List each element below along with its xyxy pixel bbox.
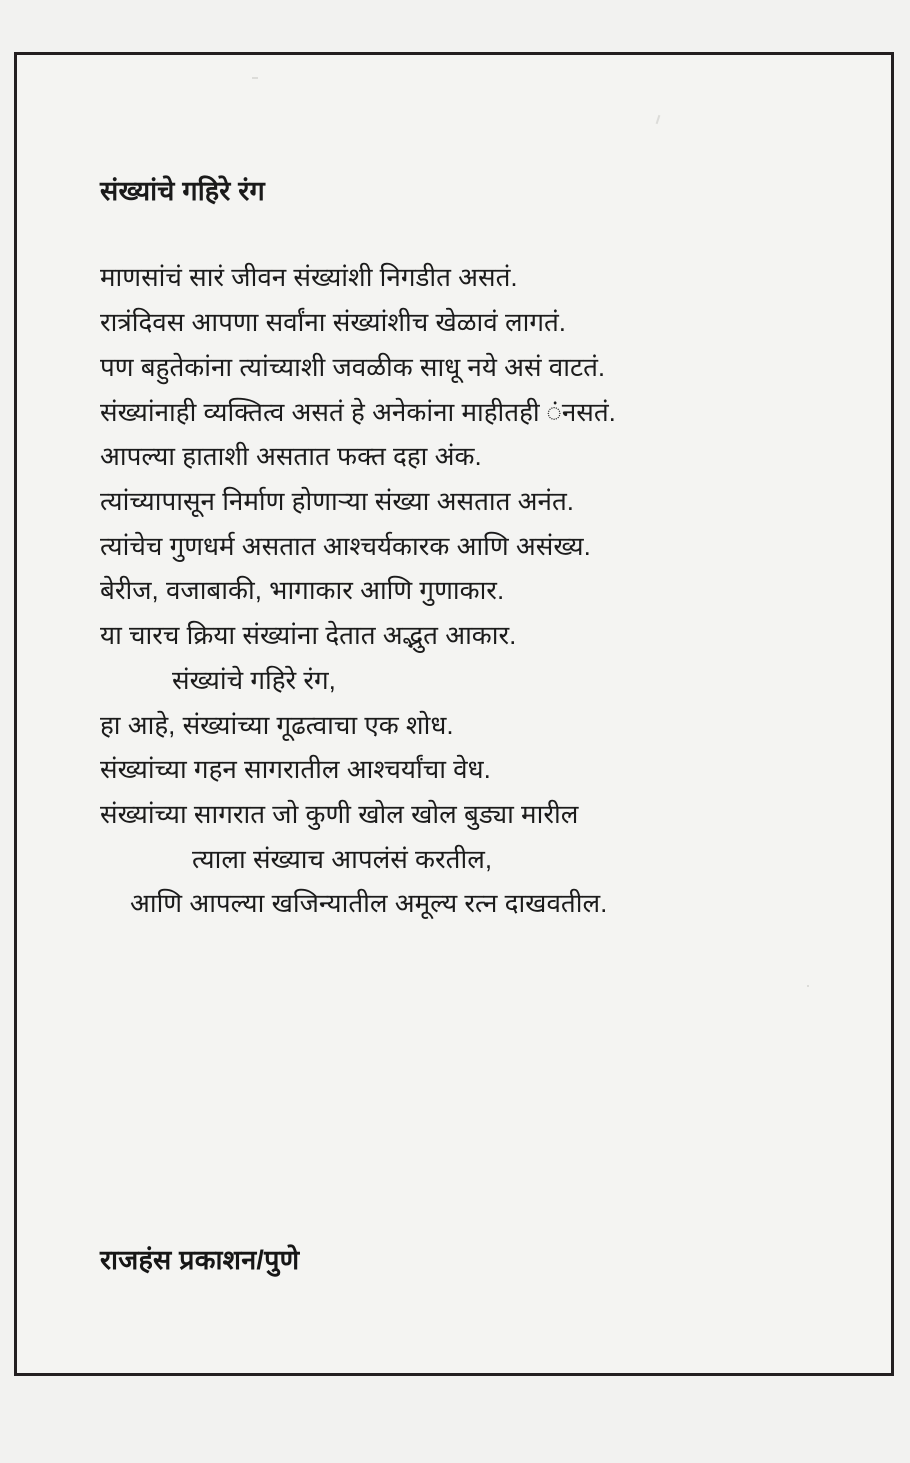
poem-line: आणि आपल्या खजिन्यातील अमूल्य रत्न दाखवतील. [130, 888, 608, 919]
poem-line: पण बहुतेकांना त्यांच्याशी जवळीक साधू नये असं वाटतं. [100, 351, 606, 382]
poem-line: माणसांचं सारं जीवन संख्यांशी निगडीत असतं. [100, 262, 518, 293]
poem-line: बेरीज, वजाबाकी, भागाकार आणि गुणाकार. [100, 575, 505, 606]
poem-line: संख्यांच्या सागरात जो कुणी खोल खोल बुड्या मारील [100, 799, 579, 830]
poem-line: हा आहे, संख्यांच्या गूढत्वाचा एक शोध. [100, 709, 454, 740]
poem-line: संख्यांच्या गहन सागरातील आश्चर्यांचा वेध. [100, 754, 491, 785]
poem-line: आपल्या हाताशी असतात फक्त दहा अंक. [100, 441, 482, 472]
poem-line: त्याला संख्याच आपलंसं करतील, [192, 843, 493, 874]
poem-line: संख्यांचे गहिरे रंग, [172, 664, 336, 695]
poem-line: त्यांच्यापासून निर्माण होणाऱ्या संख्या असतात अनंत. [100, 485, 575, 516]
poem-body [100, 255, 800, 926]
poem-line: त्यांचेच गुणधर्म असतात आश्चर्यकारक आणि असंख्य. [100, 530, 591, 561]
publisher-imprint: राजहंस प्रकाशन/पुणे [100, 1245, 300, 1275]
cover-text-block [100, 175, 800, 926]
poem-line: या चारच क्रिया संख्यांना देतात अद्भुत आकार. [100, 620, 517, 651]
page-title: संख्यांचे गहिरे रंग [100, 176, 265, 206]
poem-line: संख्यांनाही व्यक्तित्व असतं हे अनेकांना माहीतही ंनसतं. [100, 396, 616, 427]
poem-line: रात्रंदिवस आपणा सर्वांना संख्यांशीच खेळावं लागतं. [100, 307, 566, 338]
